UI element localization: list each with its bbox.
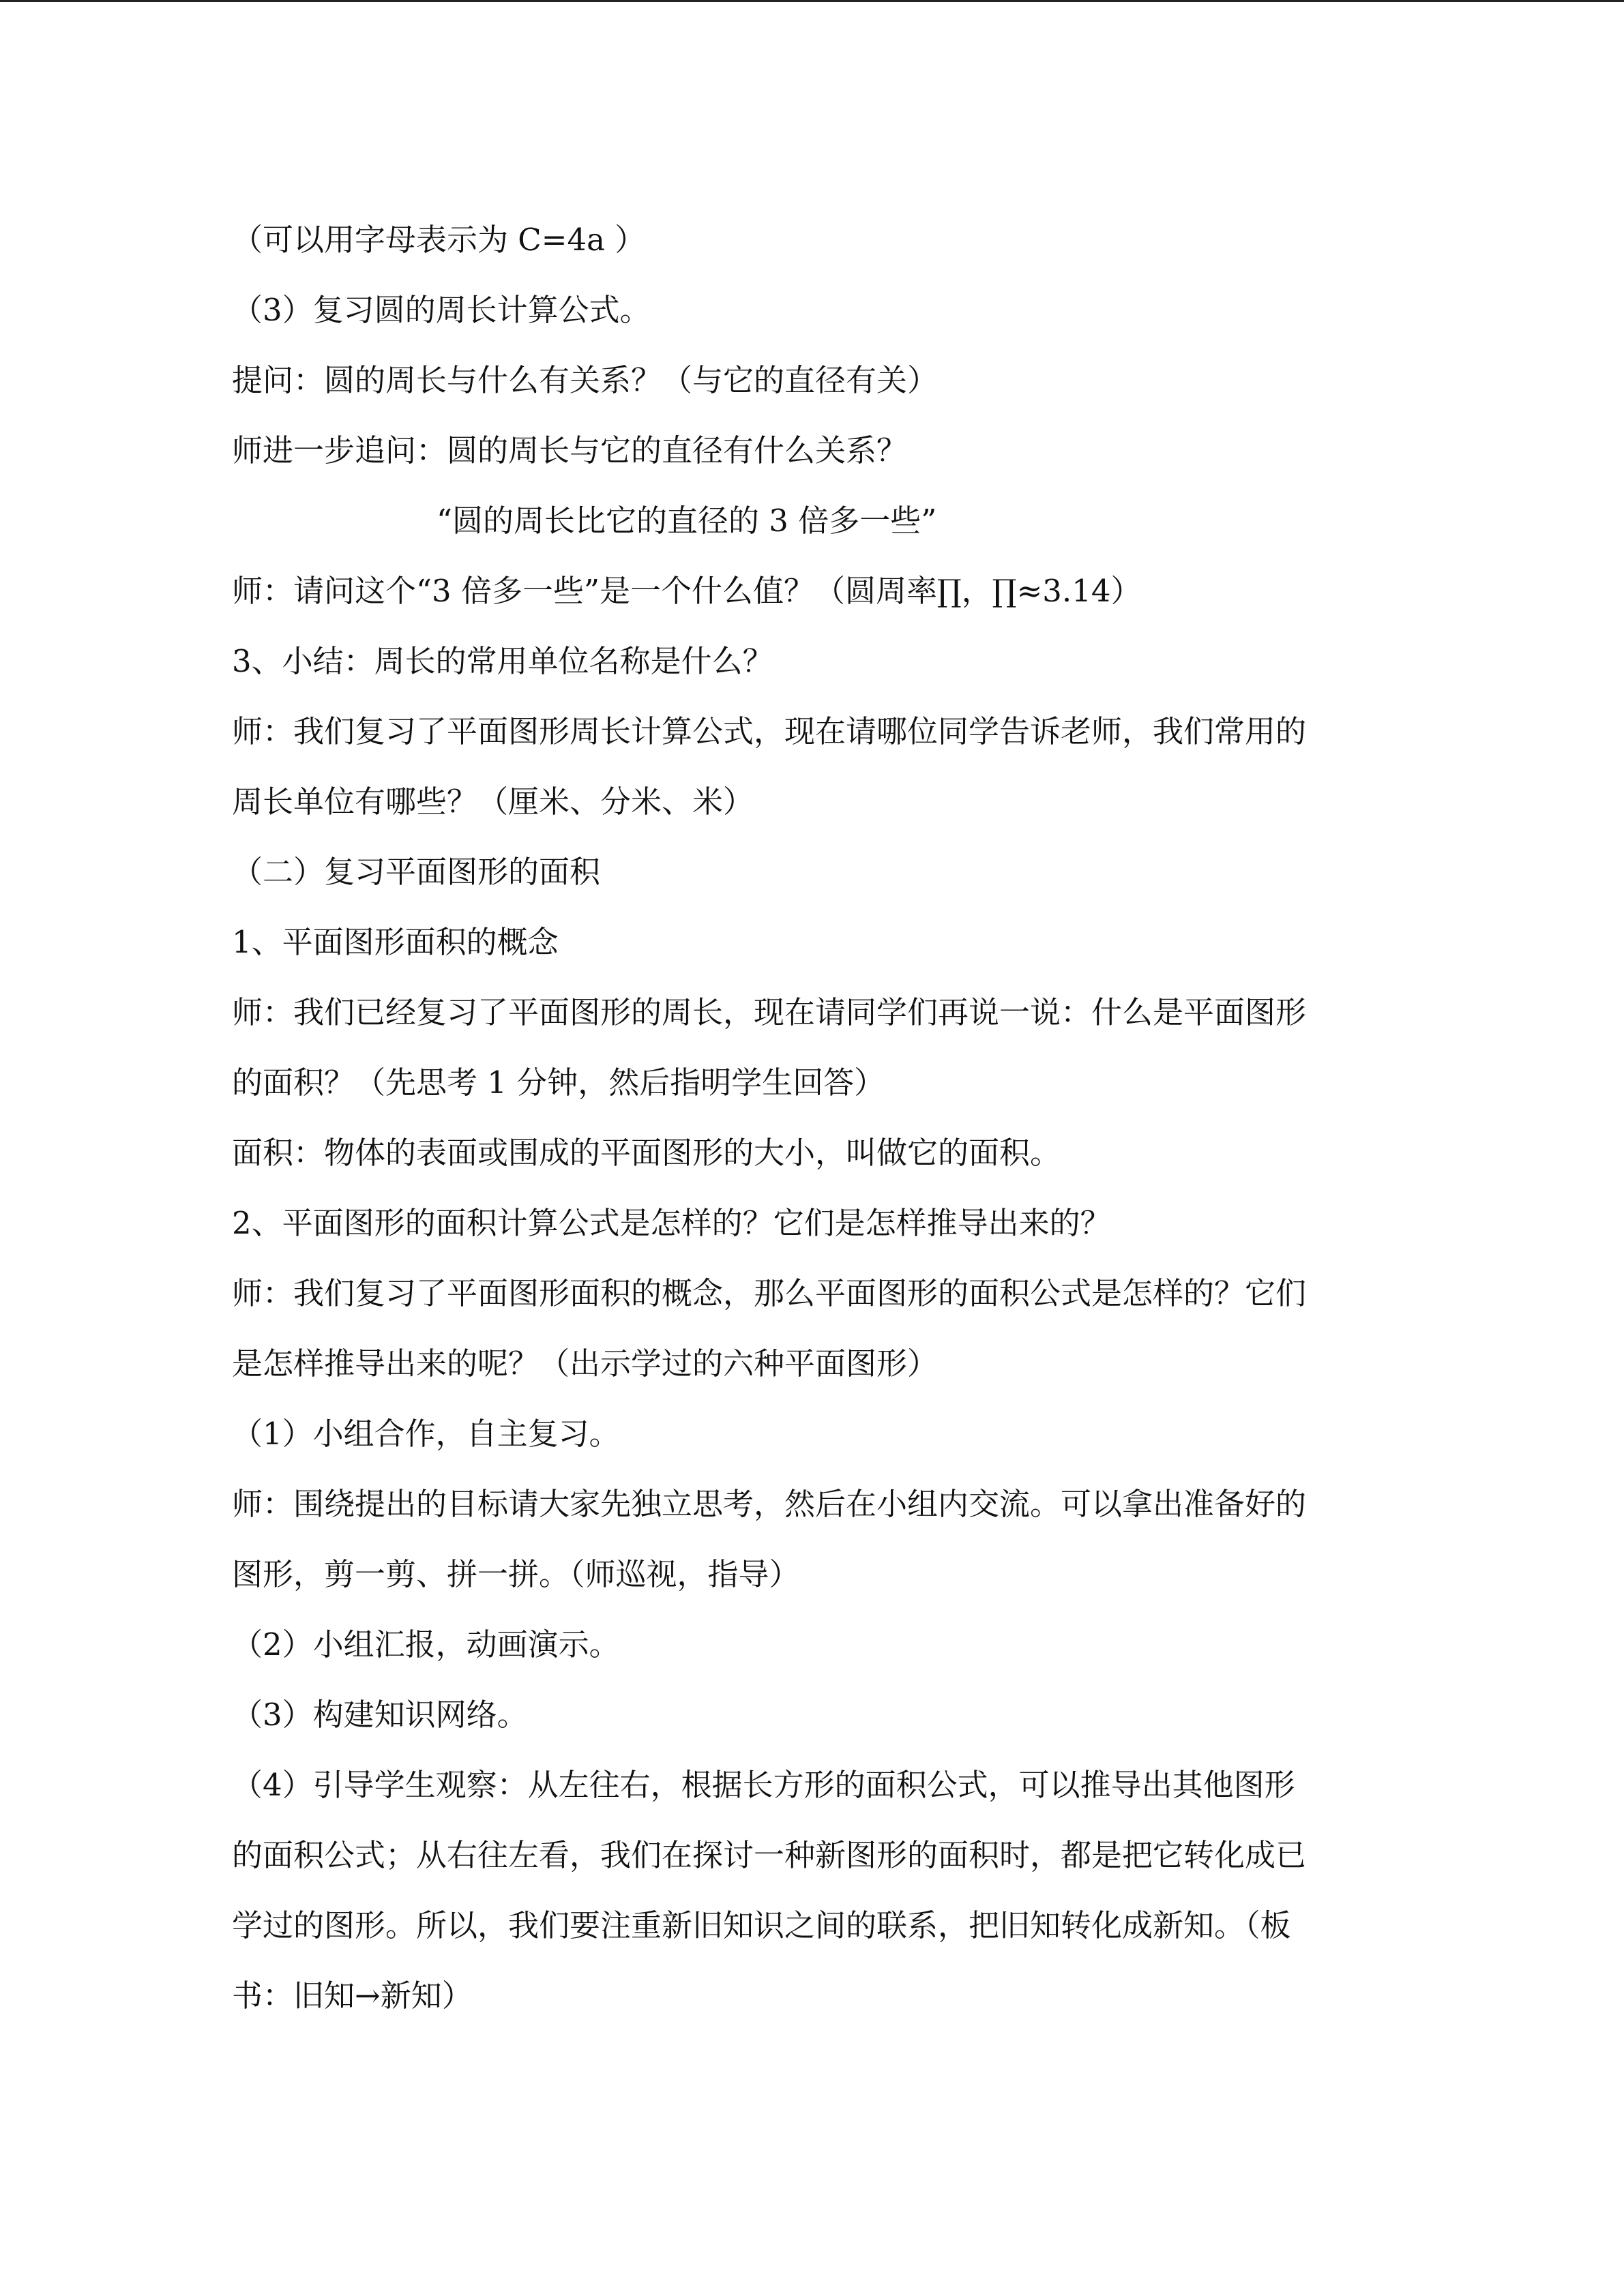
page-top-border [0,0,1624,2]
text-line: 学过的图形。所以，我们要注重新旧知识之间的联系，把旧知转化成新知。（板 [232,1907,1291,1943]
quoted-line: “圆的周长比它的直径的 3 倍多一些” [437,503,937,539]
text-line: 3、小结：周长的常用单位名称是什么？ [232,643,773,679]
text-line: 面积：物体的表面或围成的平面图形的大小，叫做它的面积。 [232,1135,1061,1171]
text-line: 师：我们复习了平面图形面积的概念，那么平面图形的面积公式是怎样的？它们 [232,1275,1307,1311]
text-line: 图形，剪一剪、拼一拼。（师巡视，指导） [232,1556,800,1592]
text-line: 周长单位有哪些？（厘米、分米、米） [232,784,754,820]
text-line: 师进一步追问：圆的周长与它的直径有什么关系？ [232,432,908,468]
text-line: 是怎样推导出来的呢？（出示学过的六种平面图形） [232,1345,939,1382]
text-line: 2、平面图形的面积计算公式是怎样的？它们是怎样推导出来的？ [232,1205,1111,1241]
text-line: （1）小组合作，自主复习。 [232,1416,620,1452]
section-heading: （二）复习平面图形的面积 [232,854,601,890]
text-line: 提问：圆的周长与什么有关系？（与它的直径有关） [232,362,939,398]
text-line: 师：请问这个“3 倍多一些”是一个什么值？（圆周率∏，∏≈3.14） [232,573,1142,609]
text-line: （3）构建知识网络。 [232,1697,528,1733]
text-line: （4）引导学生观察：从左往右，根据长方形的面积公式，可以推导出其他图形 [232,1767,1295,1803]
text-line: （2）小组汇报，动画演示。 [232,1626,620,1663]
document-body [232,205,1391,2031]
text-line: 的面积公式；从右往左看，我们在探讨一种新图形的面积时，都是把它转化成已 [232,1837,1307,1873]
text-line: （可以用字母表示为 C=4a ） [232,222,646,258]
text-line: 师：围绕提出的目标请大家先独立思考，然后在小组内交流。可以拿出准备好的 [232,1486,1307,1522]
text-line: 师：我们复习了平面图形周长计算公式，现在请哪位同学告诉老师，我们常用的 [232,713,1307,749]
text-line: 书：旧知→新知） [232,1978,473,2014]
text-line: （3）复习圆的周长计算公式。 [232,292,651,328]
text-line: 1、平面图形面积的概念 [232,924,559,960]
text-line: 师：我们已经复习了平面图形的周长，现在请同学们再说一说：什么是平面图形 [232,994,1307,1030]
text-line: 的面积？（先思考 1 分钟，然后指明学生回答） [232,1064,885,1101]
